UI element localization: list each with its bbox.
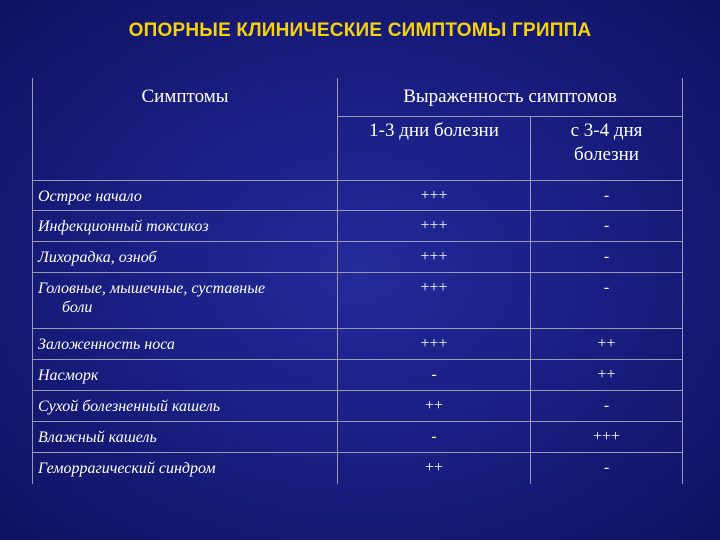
late-value: +++ (531, 422, 683, 453)
late-value: - (531, 453, 683, 484)
header-severity: Выраженность симптомов (338, 78, 683, 117)
early-value: - (338, 422, 531, 453)
symptom-cell: Лихорадка, озноб (33, 242, 338, 273)
symptom-line2: боли (62, 299, 93, 316)
symptom-cell: Острое начало (33, 181, 338, 211)
symptom-cell: Заложенность носа (33, 329, 338, 360)
late-value: - (531, 242, 683, 273)
table-row (33, 181, 683, 211)
table-row (33, 329, 683, 360)
symptom-line1: Головные, мышечные, суставные (38, 280, 266, 297)
late-value: ++ (531, 360, 683, 391)
header-days-3-4-line2: болезни (574, 144, 639, 165)
late-value: - (531, 211, 683, 242)
page-title: ОПОРНЫЕ КЛИНИЧЕСКИЕ СИМПТОМЫ ГРИППА (128, 20, 592, 41)
header-days-1-3: 1-3 дни болезни (338, 117, 531, 181)
symptom-cell: Сухой болезненный кашель (33, 391, 338, 422)
header-symptoms: Симптомы (33, 78, 338, 181)
header-days-3-4 (531, 117, 683, 181)
early-value: ++ (338, 453, 531, 484)
early-value: ++ (338, 391, 531, 422)
early-value: +++ (338, 181, 531, 211)
header-days-3-4-line1: с 3-4 дня (570, 120, 643, 141)
early-value: +++ (338, 329, 531, 360)
table-row (33, 273, 683, 329)
symptoms-table (32, 78, 683, 484)
table-row (33, 422, 683, 453)
early-value: +++ (338, 242, 531, 273)
symptom-cell (33, 273, 338, 329)
table-row (33, 242, 683, 273)
early-value: - (338, 360, 531, 391)
table-row (33, 391, 683, 422)
table-row (33, 211, 683, 242)
symptom-cell: Инфекционный токсикоз (33, 211, 338, 242)
late-value: - (531, 273, 683, 329)
early-value: +++ (338, 273, 531, 329)
late-value: - (531, 181, 683, 211)
symptom-cell: Геморрагический синдром (33, 453, 338, 484)
table-row (33, 360, 683, 391)
late-value: ++ (531, 329, 683, 360)
table-row (33, 453, 683, 484)
symptom-cell: Насморк (33, 360, 338, 391)
late-value: - (531, 391, 683, 422)
early-value: +++ (338, 211, 531, 242)
symptom-cell: Влажный кашель (33, 422, 338, 453)
